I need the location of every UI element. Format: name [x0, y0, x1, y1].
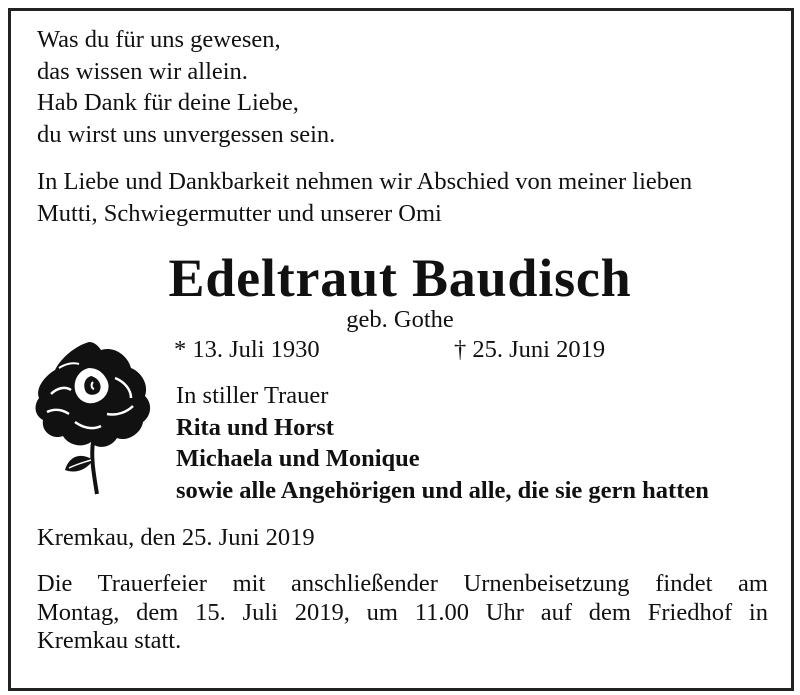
birth-date: * 13. Juli 1930 [174, 336, 320, 363]
funeral-line: Die Trauerfeier mit anschließender Urnenbeisetzung findet am [37, 570, 768, 597]
poem-line: das wissen wir allein. [37, 57, 248, 85]
death-date: † 25. Juni 2019 [454, 336, 606, 363]
birth-name: geb. Gothe [346, 306, 454, 333]
mourner-names: Michaela und Monique [176, 445, 420, 472]
poem-line: du wirst uns unvergessen sein. [37, 120, 336, 148]
funeral-line: Montag, dem 15. Juli 2019, um 11.00 Uhr auf dem Friedhof in [37, 598, 768, 626]
mourner-names: sowie alle Angehörigen und alle, die sie gern hatten [176, 476, 709, 504]
poem-line: Hab Dank für deine Liebe, [37, 89, 299, 116]
poem-line: Was du für uns gewesen, [37, 26, 281, 53]
intro-line: Mutti, Schwiegermutter und unserer Omi [37, 199, 442, 227]
mourners-block [176, 380, 709, 506]
poem [37, 24, 335, 150]
mourner-names: Rita und Horst [176, 413, 334, 441]
rose-icon [31, 338, 153, 498]
intro-line: In Liebe und Dankbarkeit nehmen wir Abschied von meiner lieben [37, 168, 693, 195]
place-and-date: Kremkau, den 25. Juni 2019 [37, 524, 315, 551]
deceased-name: Edeltraut Baudisch [168, 248, 632, 308]
funeral-info [37, 570, 768, 656]
mourners-heading: In stiller Trauer [176, 382, 329, 409]
intro-text [37, 166, 692, 229]
funeral-line: Kremkau statt. [37, 627, 182, 654]
